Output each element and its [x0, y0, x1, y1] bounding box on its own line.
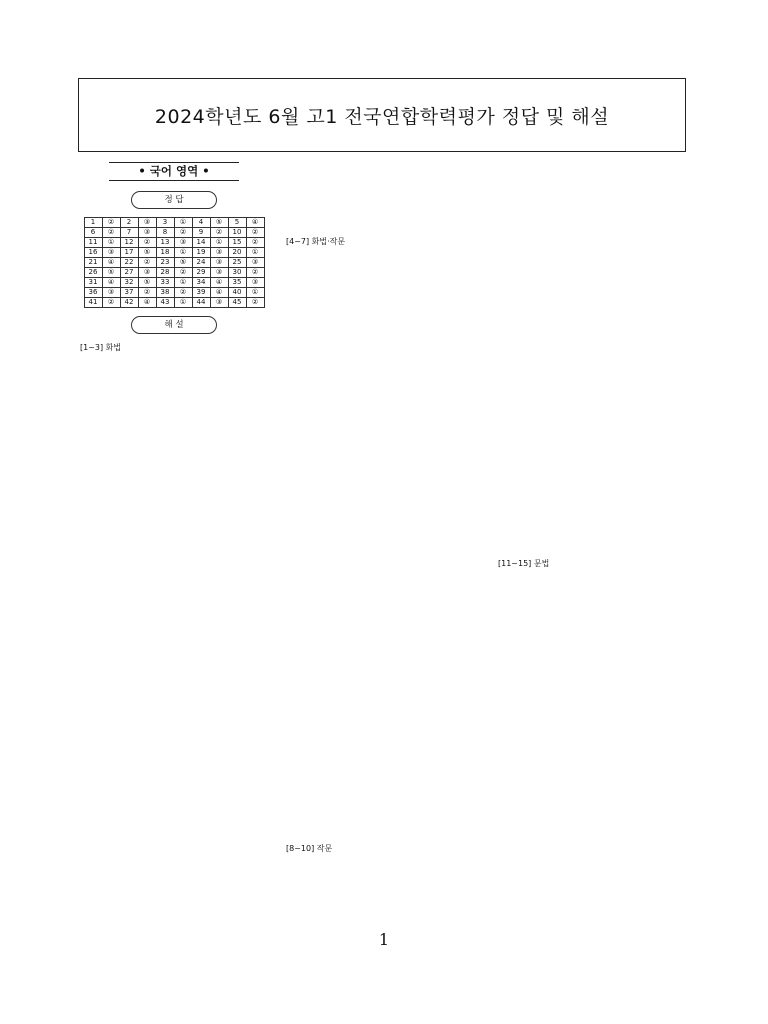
question-number-cell: 3: [156, 218, 174, 228]
question-number-cell: 41: [84, 298, 102, 308]
question-number-cell: 34: [192, 278, 210, 288]
answer-cell: ③: [102, 288, 120, 298]
answer-row: [84, 218, 264, 228]
question-number-cell: 25: [228, 258, 246, 268]
answer-cell: ①: [174, 298, 192, 308]
question-number-cell: 45: [228, 298, 246, 308]
question-number-cell: 8: [156, 228, 174, 238]
group-heading: [11~15] 문법: [498, 559, 550, 568]
answer-cell: ②: [174, 228, 192, 238]
answer-cell: ⑤: [102, 268, 120, 278]
answer-row: [84, 268, 264, 278]
question-number-cell: 44: [192, 298, 210, 308]
answer-cell: ②: [174, 288, 192, 298]
answer-cell: ②: [138, 288, 156, 298]
question-number-cell: 5: [228, 218, 246, 228]
question-number-cell: 10: [228, 228, 246, 238]
question-number-cell: 24: [192, 258, 210, 268]
question-number-cell: 35: [228, 278, 246, 288]
group-heading: [1~3] 화법: [80, 343, 122, 352]
answer-cell: ①: [174, 278, 192, 288]
answer-cell: ②: [246, 298, 264, 308]
column-middle: [286, 160, 482, 964]
question-number-cell: 12: [120, 238, 138, 248]
question-number-cell: 21: [84, 258, 102, 268]
answer-cell: ③: [138, 218, 156, 228]
group-heading: [4~7] 화법·작문: [286, 237, 346, 246]
question-number-cell: 43: [156, 298, 174, 308]
answer-cell: ②: [210, 228, 228, 238]
answer-cell: ②: [138, 238, 156, 248]
answer-row: [84, 248, 264, 258]
answer-cell: ②: [138, 258, 156, 268]
question-number-cell: 30: [228, 268, 246, 278]
question-number-cell: 4: [192, 218, 210, 228]
answer-cell: ②: [246, 228, 264, 238]
answer-cell: ④: [102, 258, 120, 268]
answers-heading: 정 답: [131, 191, 217, 209]
question-number-cell: 31: [84, 278, 102, 288]
answer-cell: ③: [174, 238, 192, 248]
question-number-cell: 26: [84, 268, 102, 278]
question-number-cell: 17: [120, 248, 138, 258]
question-number-cell: 32: [120, 278, 138, 288]
question-number-cell: 11: [84, 238, 102, 248]
answer-cell: ②: [102, 228, 120, 238]
answer-cell: ③: [138, 268, 156, 278]
answer-cell: ④: [102, 278, 120, 288]
answer-row: [84, 228, 264, 238]
answer-cell: ②: [174, 268, 192, 278]
answer-cell: ③: [210, 248, 228, 258]
question-number-cell: 9: [192, 228, 210, 238]
answer-cell: ③: [138, 228, 156, 238]
answer-row: [84, 288, 264, 298]
question-number-cell: 19: [192, 248, 210, 258]
question-number-cell: 2: [120, 218, 138, 228]
answer-row: [84, 278, 264, 288]
answer-cell: ④: [246, 218, 264, 228]
title-box: [78, 78, 686, 152]
answer-row: [84, 258, 264, 268]
answer-cell: ④: [210, 288, 228, 298]
answer-cell: ④: [138, 298, 156, 308]
explanation-heading: 해 설: [131, 316, 217, 334]
question-number-cell: 39: [192, 288, 210, 298]
page-number: 1: [378, 930, 390, 949]
question-number-cell: 6: [84, 228, 102, 238]
answer-cell: ⑤: [138, 278, 156, 288]
question-number-cell: 27: [120, 268, 138, 278]
answer-cell: ④: [210, 278, 228, 288]
question-number-cell: 22: [120, 258, 138, 268]
column-left: [80, 160, 268, 964]
document-title: 2024학년도 6월 고1 전국연합학력평가 정답 및 해설: [154, 105, 610, 128]
answer-cell: ③: [210, 268, 228, 278]
question-number-cell: 29: [192, 268, 210, 278]
answer-cell: ②: [246, 238, 264, 248]
answer-row: [84, 238, 264, 248]
question-number-cell: 42: [120, 298, 138, 308]
answer-cell: ③: [102, 248, 120, 258]
answer-cell: ①: [246, 288, 264, 298]
question-number-cell: 23: [156, 258, 174, 268]
answer-cell: ①: [174, 218, 192, 228]
answer-cell: ②: [102, 218, 120, 228]
question-number-cell: 20: [228, 248, 246, 258]
question-number-cell: 40: [228, 288, 246, 298]
answer-cell: ③: [210, 298, 228, 308]
question-number-cell: 37: [120, 288, 138, 298]
question-number-cell: 38: [156, 288, 174, 298]
answer-row: [84, 298, 264, 308]
question-number-cell: 36: [84, 288, 102, 298]
answer-cell: ③: [210, 258, 228, 268]
answer-cell: ①: [246, 248, 264, 258]
group-heading: [8~10] 작문: [286, 844, 333, 853]
answer-cell: ①: [174, 248, 192, 258]
question-number-cell: 16: [84, 248, 102, 258]
answer-cell: ①: [210, 238, 228, 248]
question-number-cell: 28: [156, 268, 174, 278]
answer-cell: ②: [102, 298, 120, 308]
answer-cell: ⑤: [138, 248, 156, 258]
answer-cell: ①: [102, 238, 120, 248]
section-heading: • 국어 영역 •: [109, 162, 239, 181]
answer-cell: ③: [246, 278, 264, 288]
answer-cell: ②: [246, 268, 264, 278]
answer-cell: ⑤: [174, 258, 192, 268]
question-number-cell: 13: [156, 238, 174, 248]
column-right: [498, 160, 688, 964]
question-number-cell: 15: [228, 238, 246, 248]
question-number-cell: 14: [192, 238, 210, 248]
question-number-cell: 33: [156, 278, 174, 288]
answer-table: [84, 217, 265, 308]
answer-cell: ⑤: [210, 218, 228, 228]
question-number-cell: 1: [84, 218, 102, 228]
question-number-cell: 7: [120, 228, 138, 238]
answer-cell: ③: [246, 258, 264, 268]
question-number-cell: 18: [156, 248, 174, 258]
